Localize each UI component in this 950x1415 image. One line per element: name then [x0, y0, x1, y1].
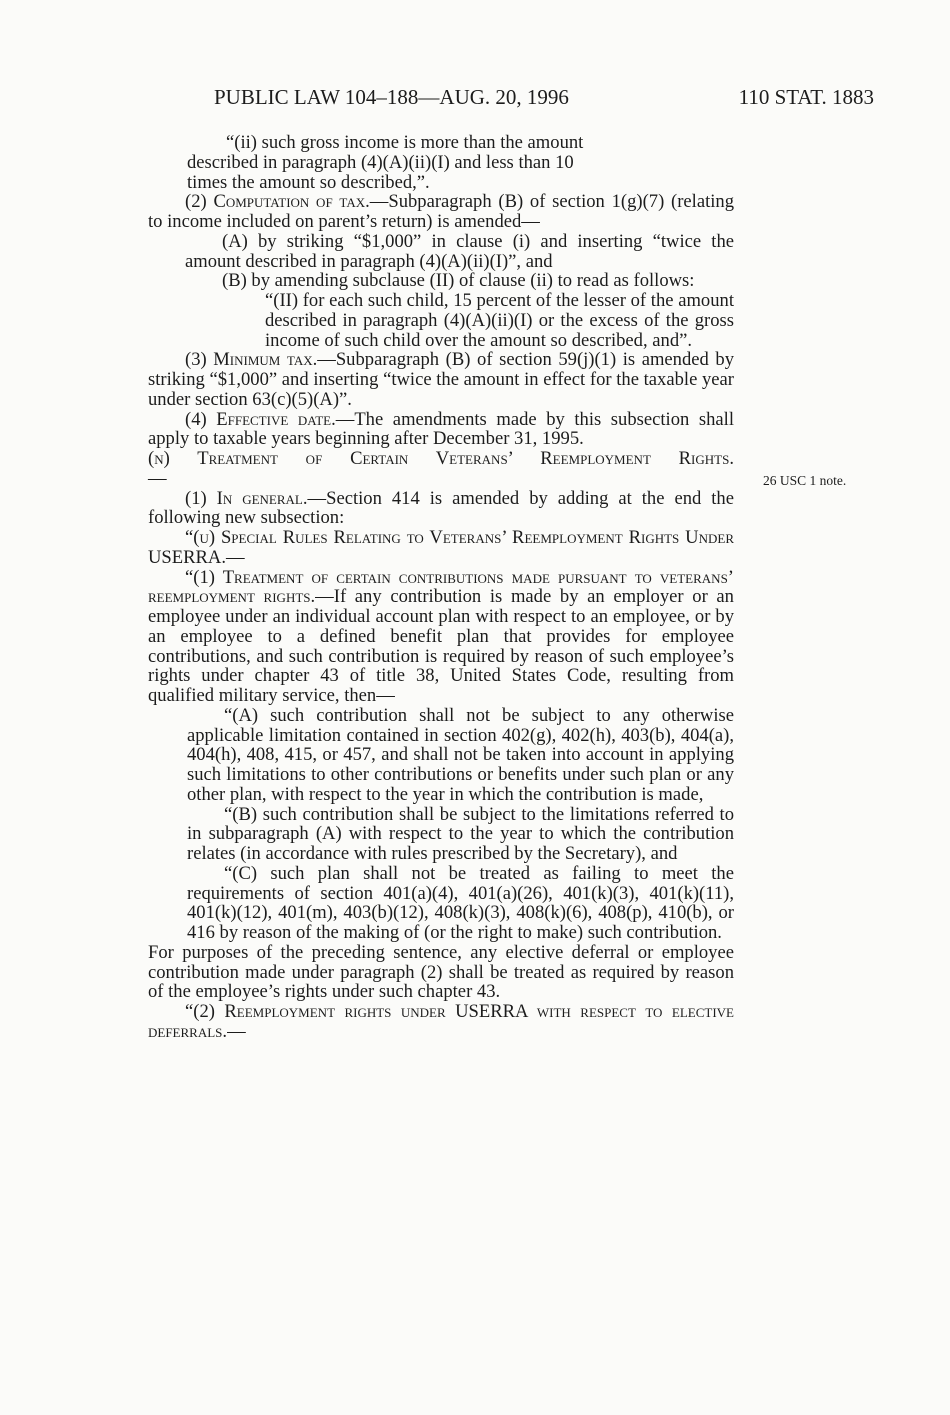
paragraph-heading: “(1) Treatment of certain contributions made pursuant to veterans’ reemployment rights. [148, 566, 734, 608]
paragraph-heading: (3) Minimum tax. [185, 349, 318, 371]
public-law-citation: PUBLIC LAW 104–188—AUG. 20, 1996 [214, 85, 569, 109]
paragraph-heading: (1) In general. [185, 487, 308, 509]
subclause-II: “(II) for each such child, 15 percent of the lesser of the amount described in paragraph (4)(A)(ii)(I) or the excess of the gross income of such child over the amount so described, and”. [265, 290, 734, 351]
subparagraph-B: (B) by amending subclause (II) of clause (ii) to read as follows: [222, 270, 695, 292]
paragraph-heading: (2) Computation of tax. [185, 191, 370, 213]
statute-body [148, 133, 734, 1042]
paragraph-2: (2) Computation of tax.—Subparagraph (B) of section 1(g)(7) (relating to income included on parent’s return) is amended— [148, 191, 734, 232]
subparagraph-u-B: “(B) such contribution shall be subject to the limitations referred to in subparagraph (A) with respect to the year to which the contribution relates (in accordance with rules prescribed by the Secretary), and [187, 803, 734, 864]
clause-ii: “(ii) such gross income is more than the amount described in paragraph (4)(A)(ii)(I) and less than 10 times the amount so described,”. [187, 132, 584, 193]
statute-page-reference: 110 STAT. 1883 [738, 85, 874, 109]
paragraph-3: (3) Minimum tax.—Subparagraph (B) of section 59(j)(1) is amended by striking “$1,000” and inserting “twice the amount in effect for the taxable year under section 63(c)(5)(A)”. [148, 349, 734, 410]
subsection-n-heading: (n) Treatment of Certain Veterans’ Reemployment Rights.— [148, 448, 734, 489]
subparagraph-u-A: “(A) such contribution shall not be subject to any otherwise applicable limitation contained in section 402(g), 402(h), 403(b), 404(a), 404(h), 408, 415, or 457, and shall not be taken into account in applying such limitations to other contributions or benefits under such plan or any other plan, with respect to the year in which the contribution is made, [187, 704, 734, 805]
paragraph-heading: “(2) Reemployment rights under USERRA with respect to elective deferrals. [148, 1001, 734, 1042]
paragraph-n1: (1) In general.—Section 414 is amended by adding at the end the following new subsection: [148, 487, 734, 529]
subparagraph-A: (A) by striking “$1,000” in clause (i) and inserting “twice the amount described in paragraph (4)(A)(ii)(I)”, and [185, 230, 734, 272]
paragraph-u1: “(1) Treatment of certain contributions made pursuant to veterans’ reemployment rights.—If any contribution is made by an employer or an employee under an individual account plan with respect to an employee, or by an employee to a defined benefit plan that provides for employee contributions, and such contribution is required by reason of such employee’s rights under chapter 43 of title 38, United States Code, resulting from qualified military service, then— [148, 566, 734, 706]
paragraph-u2: “(2) Reemployment rights under USERRA with respect to elective deferrals.— [148, 1001, 734, 1042]
paragraph-4: (4) Effective date.—The amendments made by this subsection shall apply to taxable years beginning after December 31, 1995. [148, 408, 734, 450]
margin-note: 26 USC 1 note. [763, 473, 847, 488]
subsection-u-heading: “(u) Special Rules Relating to Veterans’ Reemployment Rights Under USERRA.— [148, 527, 734, 568]
paragraph-heading: (4) Effective date. [185, 408, 336, 430]
subparagraph-u-C: “(C) such plan shall not be treated as failing to meet the requirements of section 401(a)(4), 401(a)(26), 401(k)(3), 401(k)(11), 401(k)(12), 401(m), 403(b)(12), 408(k)(3), 408(k)(6), 408(p), 410(b), or 416 by reason of the making of (or the right to make) such contribution. [187, 862, 734, 943]
purposes-sentence: For purposes of the preceding sentence, any elective deferral or employee contribution made under paragraph (2) shall be treated as required by reason of the employee’s rights under such chapter 43. [148, 941, 734, 1003]
